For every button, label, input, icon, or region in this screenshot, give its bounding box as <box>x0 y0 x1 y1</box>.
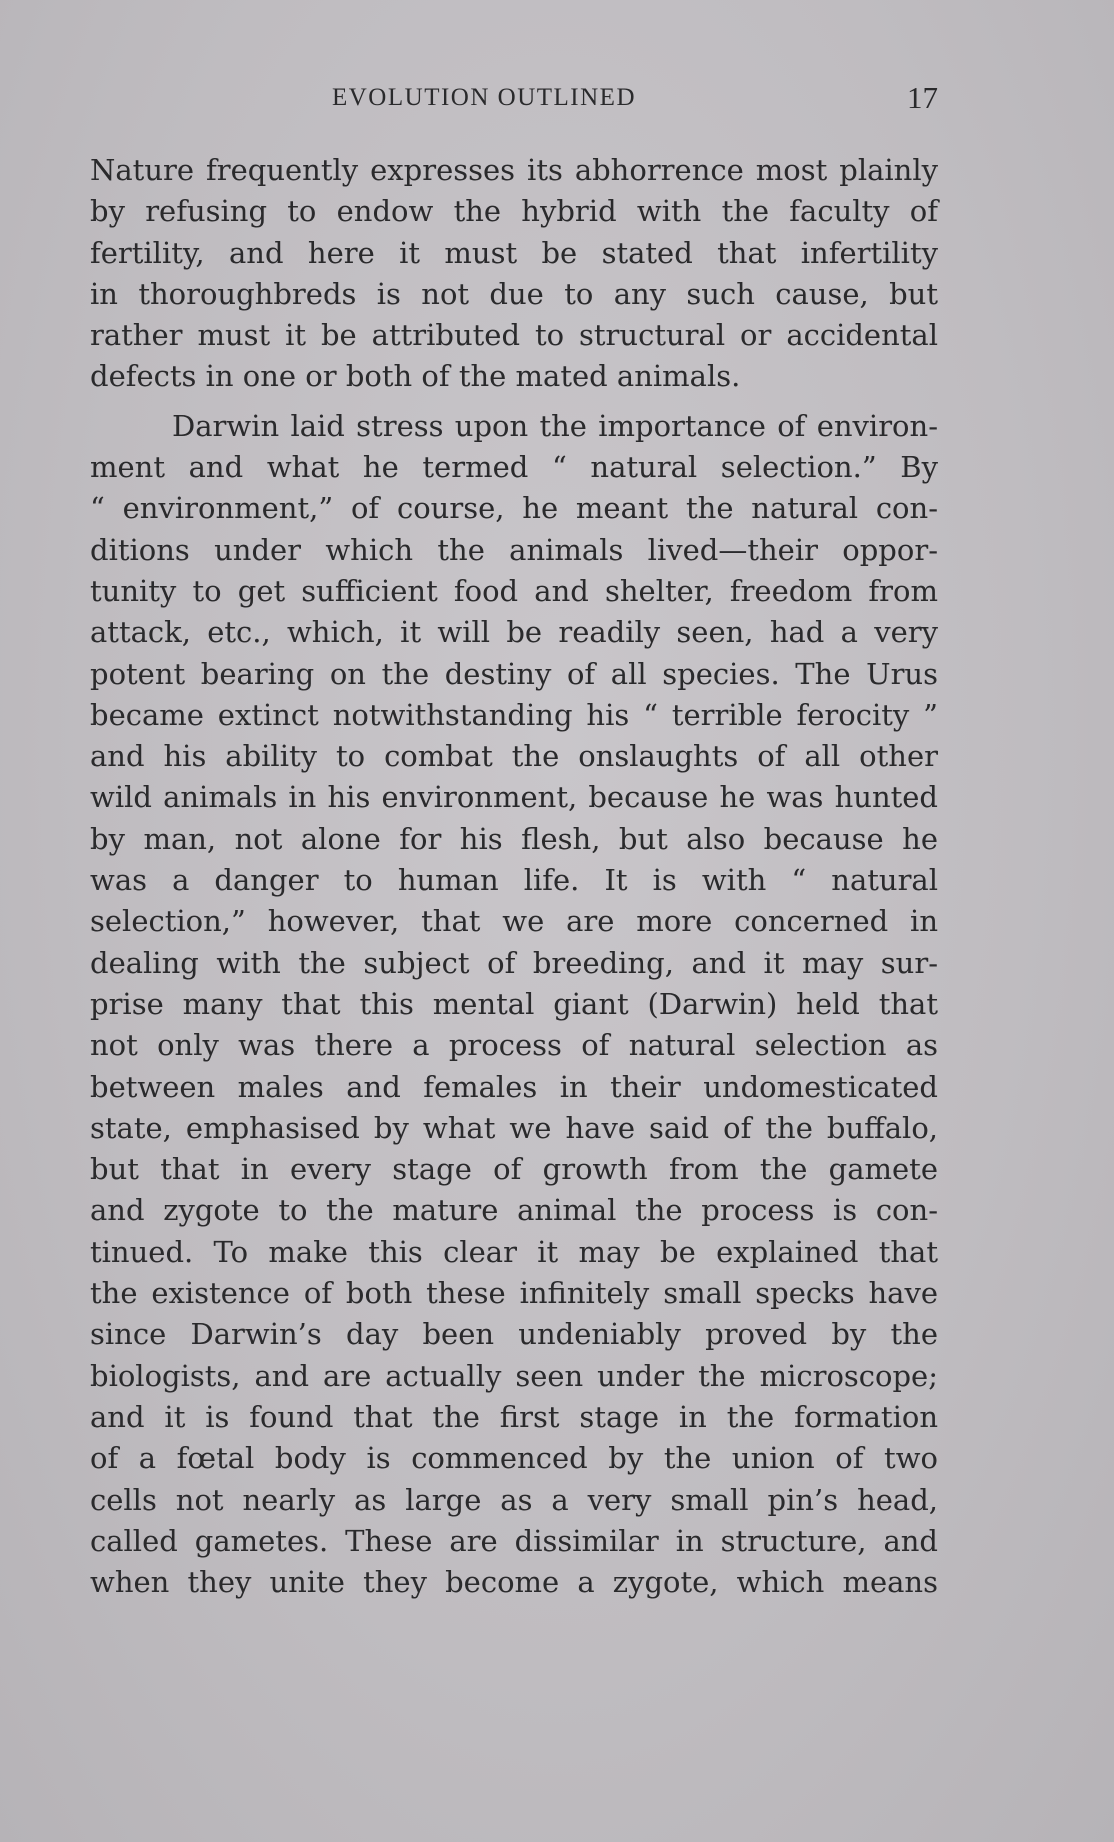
running-head <box>90 80 938 124</box>
text-line: called gametes. These are dissimilar in structure, and <box>90 1523 938 1558</box>
text-line: since Darwin’s day been undeniably proved by the <box>90 1317 938 1352</box>
text-line: ment and what he termed “ natural selection.” By <box>90 450 938 485</box>
text-line: was a danger to human life. It is with “ natural <box>90 863 938 898</box>
text-line: Darwin laid stress upon the importance of environ- <box>172 408 938 443</box>
running-title: EVOLUTION OUTLINED <box>331 84 636 111</box>
text-line: prise many that this mental giant (Darwin) held that <box>90 986 938 1021</box>
paragraph-1 <box>90 150 938 398</box>
text-line: the existence of both these infinitely small specks have <box>90 1276 938 1311</box>
text-line: tinued. To make this clear it may be explained that <box>90 1234 938 1269</box>
text-line: wild animals in his environment, because he was hunted <box>90 780 938 815</box>
text-line: dealing with the subject of breeding, and it may sur- <box>90 945 938 980</box>
text-line: potent bearing on the destiny of all species. The Urus <box>90 656 938 691</box>
paragraph-2 <box>90 406 938 1604</box>
text-line: tunity to get sufficient food and shelter, freedom from <box>90 573 938 608</box>
text-line: state, emphasised by what we have said of the buffalo, <box>90 1110 938 1145</box>
body-text <box>90 150 938 1603</box>
text-line: of a fœtal body is commenced by the union of two <box>90 1441 938 1476</box>
text-line: and zygote to the mature animal the process is con- <box>90 1193 938 1228</box>
text-line: biologists, and are actually seen under the microscope; <box>90 1358 938 1393</box>
text-line: rather must it be attributed to structural or accidental <box>90 318 938 353</box>
text-line: in thoroughbreds is not due to any such cause, but <box>90 276 938 311</box>
page-number: 17 <box>907 80 938 115</box>
text-line: but that in every stage of growth from the gamete <box>90 1152 938 1187</box>
text-line: by refusing to endow the hybrid with the faculty of <box>90 194 938 229</box>
text-line: defects in one or both of the mated animals. <box>90 359 741 394</box>
text-line: fertility, and here it must be stated that infertility <box>90 235 938 270</box>
text-line: by man, not alone for his flesh, but also because he <box>90 821 938 856</box>
text-line: ditions under which the animals lived—their oppor- <box>90 532 938 567</box>
text-line: “ environment,” of course, he meant the natural con- <box>90 491 938 526</box>
text-line: when they unite they become a zygote, which means <box>90 1565 938 1600</box>
text-line: cells not nearly as large as a very small pin’s head, <box>90 1482 938 1517</box>
paragraph-gap <box>90 398 938 406</box>
text-line: became extinct notwithstanding his “ terrible ferocity ” <box>90 697 938 732</box>
text-line: between males and females in their undomesticated <box>90 1069 938 1104</box>
text-line: Nature frequently expresses its abhorrence most plainly <box>90 153 938 187</box>
text-line: and it is found that the first stage in the formation <box>90 1399 938 1434</box>
text-line: attack, etc., which, it will be readily seen, had a very <box>90 615 938 650</box>
text-line: selection,” however, that we are more concerned in <box>90 904 938 939</box>
text-line: and his ability to combat the onslaughts of all other <box>90 739 938 774</box>
text-line: not only was there a process of natural selection as <box>90 1028 938 1063</box>
